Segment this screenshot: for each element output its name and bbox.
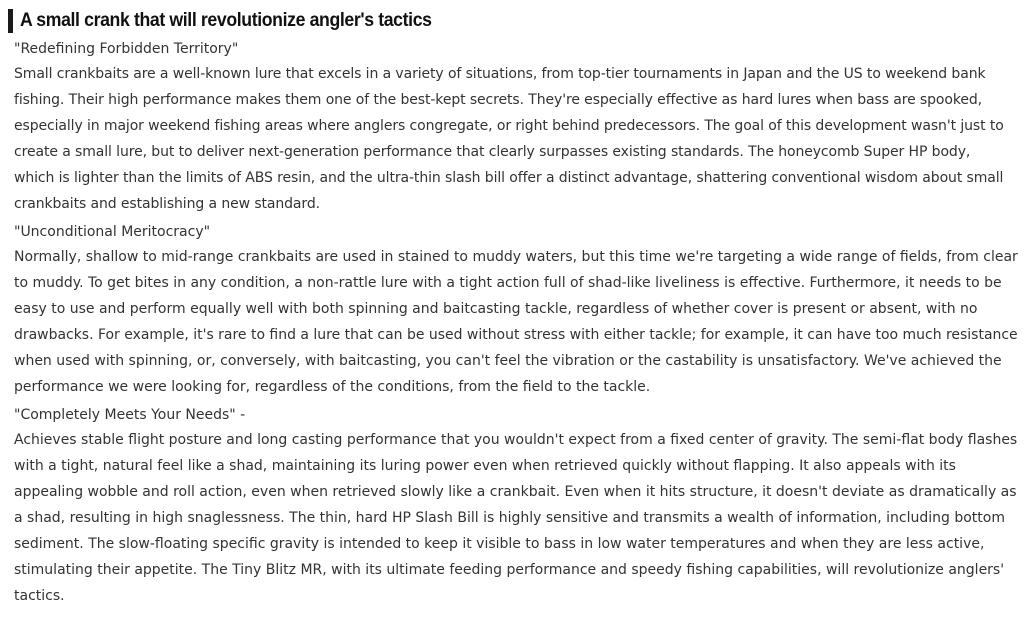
section-1: [14, 37, 1020, 217]
paragraph-line: crankbaits and establishing a new standard.: [14, 196, 320, 212]
article-body: [14, 37, 1020, 609]
paragraph-line: stimulating their appetite. The Tiny Blitz MR, with its ultimate feeding performance and speedy fishing capabilities, will revolutionize anglers': [14, 562, 1005, 578]
paragraph-line: drawbacks. For example, it's rare to find a lure that can be used without stress with either tackle; for example, it can have too much resistance: [14, 327, 1018, 343]
article-heading: [8, 8, 1020, 34]
paragraph-line: fishing. Their high performance makes them one of the best-kept secrets. They're especially effective as hard lures when bass are spooked,: [14, 92, 982, 108]
paragraph-line: create a small lure, but to deliver next-generation performance that clearly surpasses existing standards. The honeycomb Super HP body,: [14, 144, 971, 160]
paragraph-line: Normally, shallow to mid-range crankbaits are used in stained to muddy waters, but this time we're targeting a wide range of fields, from clear: [14, 249, 1018, 265]
section-2: [14, 220, 1020, 400]
paragraph-line: tactics.: [14, 588, 65, 604]
paragraph-line: sediment. The slow-floating specific gravity is intended to keep it visible to bass in low water temperatures and when they are less active,: [14, 536, 985, 552]
section-paragraph: [14, 61, 1020, 217]
heading-title: A small crank that will revolutionize angler's tactics: [20, 10, 432, 31]
paragraph-line: performance we were looking for, regardless of the conditions, from the field to the tackle.: [14, 379, 651, 395]
section-3: [14, 403, 1020, 609]
section-paragraph: [14, 244, 1020, 400]
paragraph-line: a shad, resulting in high snaglessness. The thin, hard HP Slash Bill is highly sensitive and transmits a wealth of information, including bottom: [14, 510, 1005, 526]
heading-accent-bar: [8, 9, 13, 33]
section-subheading: "Completely Meets Your Needs" -: [14, 407, 246, 423]
section-paragraph: [14, 427, 1020, 609]
paragraph-line: when used with spinning, or, conversely, with baitcasting, you can't feel the vibration or the castability is unsatisfactory. We've achieved the: [14, 353, 1002, 369]
section-subheading: "Redefining Forbidden Territory": [14, 41, 239, 57]
paragraph-line: easy to use and perform equally well with both spinning and baitcasting tackle, regardless of whether cover is present or absent, with no: [14, 301, 978, 317]
paragraph-line: to muddy. To get bites in any condition, a non-rattle lure with a tight action full of shad-like liveliness is effective. Furthermore, it needs to be: [14, 275, 1002, 291]
paragraph-line: especially in major weekend fishing areas where anglers congregate, or right behind predecessors. The goal of this development wasn't just to: [14, 118, 1004, 134]
paragraph-line: Achieves stable flight posture and long casting performance that you wouldn't expect from a fixed center of gravity. The semi-flat body flashes: [14, 432, 1018, 448]
paragraph-line: appealing wobble and roll action, even when retrieved slowly like a crankbait. Even when it hits structure, it doesn't deviate as dramatically as: [14, 484, 1017, 500]
section-subheading: "Unconditional Meritocracy": [14, 224, 211, 240]
paragraph-line: with a tight, natural feel like a shad, maintaining its luring power even when retrieved quickly without flapping. It also appeals with its: [14, 458, 956, 474]
paragraph-line: Small crankbaits are a well-known lure that excels in a variety of situations, from top-tier tournaments in Japan and the US to weekend bank: [14, 66, 986, 82]
paragraph-line: which is lighter than the limits of ABS resin, and the ultra-thin slash bill offer a distinct advantage, shattering conventional wisdom about small: [14, 170, 1004, 186]
